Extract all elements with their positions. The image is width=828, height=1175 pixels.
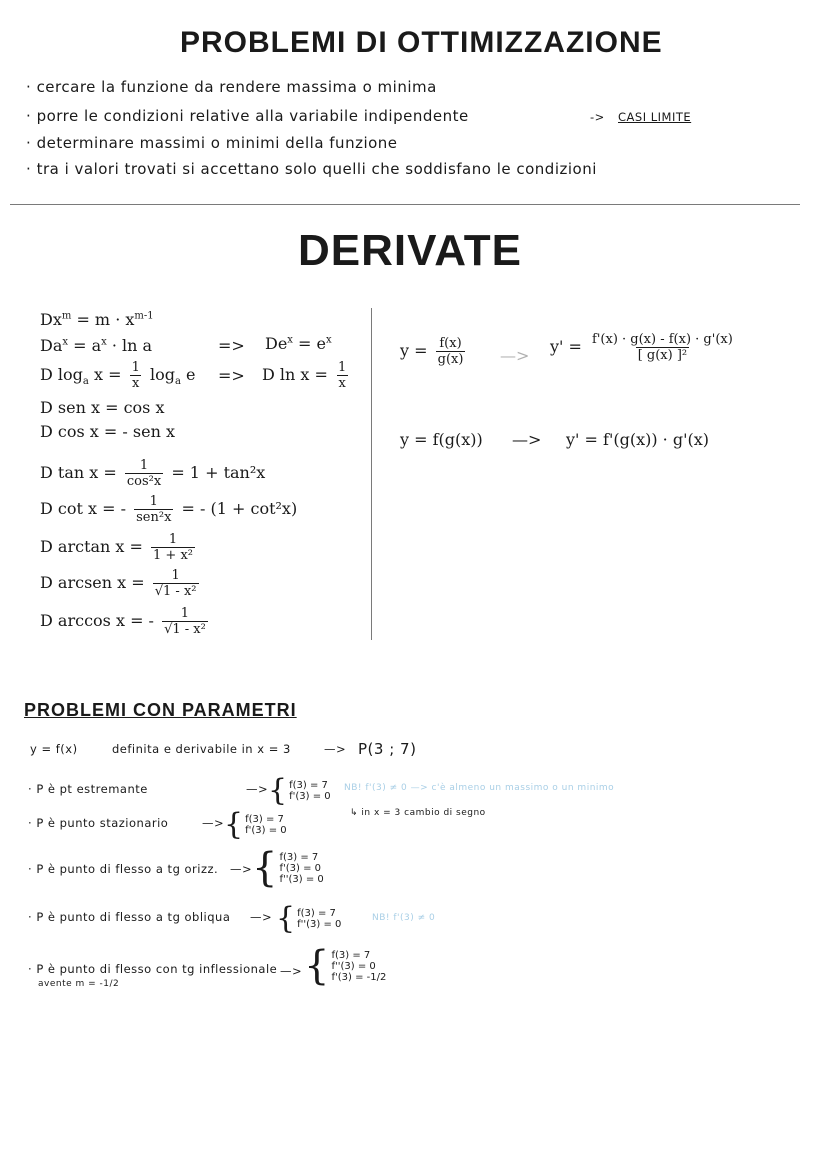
derivative-cot: D cot x = - $\frac{1}{\text{sen²x}}$ = - (1 + cot²x) bbox=[40, 494, 298, 525]
bullet-2-arrow: -> bbox=[590, 110, 605, 124]
section-title-parametri: PROBLEMI CON PARAMETRI bbox=[24, 700, 297, 720]
chain-rule-result: y' = f'(g(x)) · g'(x) bbox=[566, 430, 709, 449]
brace-icon: { bbox=[224, 807, 244, 842]
intro-point: P(3 ; 7) bbox=[358, 740, 417, 758]
param-item-5-text: · P è punto di flesso con tg inflessionale bbox=[28, 962, 278, 976]
intro-arrow: —> bbox=[324, 742, 347, 756]
bullet-dot: · bbox=[28, 962, 33, 976]
param-item-4-arrow: —> bbox=[250, 910, 273, 924]
param-item-1-arrow: —> bbox=[246, 782, 269, 796]
bullet-1 bbox=[26, 78, 437, 96]
section-title-ottimizzazione: PROBLEMI DI OTTIMIZZAZIONE bbox=[180, 26, 663, 59]
intro-function: y = f(x) bbox=[30, 742, 78, 756]
bullet-text: tra i valori trovati si accettano solo quelli che soddisfano le condizioni bbox=[36, 160, 597, 178]
bullet-dot: · bbox=[28, 782, 33, 796]
quotient-arrow: —> bbox=[500, 346, 530, 365]
quotient-rule-result: y' = $\frac{f'(x) \cdot g(x) - f(x) \cdot g'(x)}{\text{[ g(x) ]²}}$ bbox=[550, 332, 733, 363]
brace-icon: { bbox=[276, 901, 296, 936]
param-item-4-note: NB! f'(3) ≠ 0 bbox=[372, 913, 436, 923]
derivative-exponential: $Da^x = a^x \cdot \ln a$ bbox=[40, 336, 153, 355]
bullet-dot: · bbox=[28, 816, 33, 830]
derivative-ln: D ln x = $\frac{1}{x}$ bbox=[262, 360, 347, 391]
derivative-sin: D sen x = cos x bbox=[40, 398, 165, 417]
param-item-1-note: NB! f'(3) ≠ 0 —> c'è almeno un massimo o un minimo bbox=[344, 783, 615, 793]
brace-icon: { bbox=[252, 845, 278, 891]
chain-rule-lhs: y = f(g(x)) bbox=[400, 430, 483, 449]
bullet-3 bbox=[26, 134, 398, 152]
derivative-logarithm: D $\log_a x$ = $\frac{1}{x}$ $\log_a e$ bbox=[40, 360, 196, 391]
bullet-text: cercare la funzione da rendere massima o minima bbox=[36, 78, 437, 96]
param-item-3-text: · P è punto di flesso a tg orizz. bbox=[28, 862, 219, 876]
param-item-5-system: { f(3) = 7 f''(3) = 0 f'(3) = -1/2 bbox=[304, 943, 387, 989]
bullet-2 bbox=[26, 107, 469, 125]
param-item-3-system: { f(3) = 7 f'(3) = 0 f''(3) = 0 bbox=[252, 845, 324, 891]
quotient-rule-lhs: y = $\frac{f(x)}{g(x)}$ bbox=[400, 336, 464, 367]
bullet-dot: · bbox=[28, 910, 33, 924]
param-item-1-system: { f(3) = 7 f'(3) = 0 bbox=[268, 773, 331, 808]
chain-arrow: —> bbox=[512, 430, 542, 449]
bullet-dot: · bbox=[26, 160, 32, 178]
derivative-cos: D cos x = - sen x bbox=[40, 422, 175, 441]
param-item-2-system: { f(3) = 7 f'(3) = 0 bbox=[224, 807, 287, 842]
param-item-5-arrow: —> bbox=[280, 964, 303, 978]
derivative-ex: $De^x = e^x$ bbox=[265, 334, 332, 353]
intro-text: definita e derivabile in x = 3 bbox=[112, 742, 291, 756]
param-item-3-arrow: —> bbox=[230, 862, 253, 876]
bullet-dot: · bbox=[26, 107, 32, 125]
param-item-2-text: · P è punto stazionario bbox=[28, 816, 169, 830]
bullet-text: porre le condizioni relative alla variabile indipendente bbox=[36, 107, 469, 125]
derivative-arccos: D arccos x = - $\frac{1}{\text{√1 - x²}}$ bbox=[40, 606, 206, 637]
casi-limite-label: CASI LIMITE bbox=[618, 110, 692, 124]
bullet-dot: · bbox=[26, 78, 32, 96]
bullet-4 bbox=[26, 160, 597, 178]
section-title-derivate: DERIVATE bbox=[298, 226, 522, 275]
implies-arrow: => bbox=[218, 366, 245, 385]
horizontal-divider bbox=[10, 204, 800, 205]
brace-icon: { bbox=[304, 943, 330, 989]
derivative-power: $Dx^m = m \cdot x^{m-1}$ bbox=[40, 310, 154, 329]
param-item-2-arrow: —> bbox=[202, 816, 225, 830]
param-item-1-text: · P è pt estremante bbox=[28, 782, 148, 796]
bullet-text: determinare massimi o minimi della funzione bbox=[36, 134, 398, 152]
derivative-tan: D tan x = $\frac{1}{\text{cos²x}}$ = 1 + tan²x bbox=[40, 458, 266, 489]
param-item-5-text-line2: avente m = -1/2 bbox=[38, 979, 120, 989]
implies-arrow: => bbox=[218, 336, 245, 355]
derivative-arctan: D arctan x = $\frac{1}{\text{1 + x²}}$ bbox=[40, 532, 194, 563]
bullet-dot: · bbox=[28, 862, 33, 876]
param-item-1-subnote: ↳ in x = 3 cambio di segno bbox=[350, 808, 486, 818]
brace-icon: { bbox=[268, 773, 288, 808]
param-item-4-text: · P è punto di flesso a tg obliqua bbox=[28, 910, 231, 924]
derivative-arcsin: D arcsen x = $\frac{1}{\text{√1 - x²}}$ bbox=[40, 568, 197, 599]
param-item-4-system: { f(3) = 7 f''(3) = 0 bbox=[276, 901, 342, 936]
bullet-dot: · bbox=[26, 134, 32, 152]
vertical-divider bbox=[371, 308, 372, 640]
